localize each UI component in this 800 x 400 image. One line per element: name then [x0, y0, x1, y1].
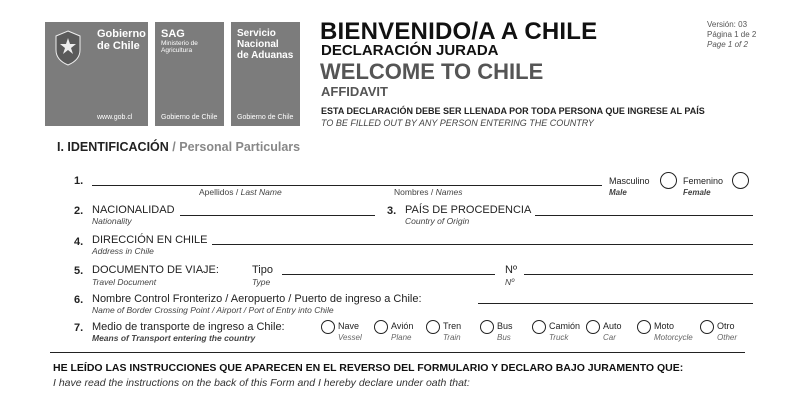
transport-label: Medio de transporte de ingreso a Chile: — [92, 321, 285, 333]
logo-footer: Gobierno de Chile — [237, 114, 294, 121]
transport-option-sublabel: Train — [443, 333, 461, 342]
address-label: DIRECCIÓN EN CHILE — [92, 234, 208, 246]
female-radio[interactable] — [732, 172, 749, 189]
transport-radio-plane[interactable] — [374, 320, 388, 334]
logo-subtitle: Ministerio de Agricultura — [161, 40, 198, 54]
address-input-line[interactable] — [212, 244, 753, 245]
transport-option-sublabel: Other — [717, 333, 738, 342]
gobierno-de-chile-logo — [45, 22, 148, 126]
field-number-3: 3. — [387, 205, 397, 217]
female-label-en: Female — [683, 188, 711, 197]
male-label-es: Masculino — [609, 176, 650, 186]
field-number-2: 2. — [74, 205, 84, 217]
transport-option-label: Nave — [338, 321, 360, 331]
coat-of-arms-icon — [49, 28, 87, 68]
logo-title: Gobierno de Chile — [97, 28, 146, 52]
male-label-en: Male — [609, 188, 627, 197]
nombres-text: Nombres — [394, 187, 429, 197]
title-es: BIENVENIDO/A A CHILE — [320, 18, 598, 45]
subtitle-es: DECLARACIÓN JURADA — [321, 42, 499, 59]
transport-radio-car[interactable] — [586, 320, 600, 334]
last-name-text: Last Name — [240, 187, 282, 197]
notice-es: ESTA DECLARACIÓN DEBE SER LLENADA POR TODA PERSONA QUE INGRESE AL PAÍS — [321, 106, 705, 116]
transport-option-label: Tren — [443, 321, 462, 331]
aduanas-logo — [231, 22, 300, 126]
name-input-line[interactable] — [92, 185, 602, 186]
type-sublabel: Type — [252, 277, 271, 287]
type-input-line[interactable] — [282, 274, 495, 275]
section-title-en: Personal Particulars — [179, 140, 301, 154]
country-origin-input-line[interactable] — [535, 215, 753, 216]
transport-radio-other[interactable] — [700, 320, 714, 334]
field-number-1: 1. — [74, 175, 84, 187]
notice-en: TO BE FILLED OUT BY ANY PERSON ENTERING THE COUNTRY — [321, 118, 594, 128]
section-title-es: I. IDENTIFICACIÓN — [57, 140, 169, 154]
country-origin-label: PAÍS DE PROCEDENCIA — [405, 204, 532, 216]
names-text: Names — [435, 187, 463, 197]
field-number-4: 4. — [74, 236, 84, 248]
transport-option-sublabel: Motorcycle — [654, 333, 693, 342]
transport-option-sublabel: Plane — [391, 333, 412, 342]
logo-title: SAG — [161, 28, 185, 40]
country-origin-sublabel: Country of Origin — [405, 216, 470, 226]
transport-option-label: Moto — [654, 321, 675, 331]
logo-footer: www.gob.cl — [97, 114, 133, 121]
number-input-line[interactable] — [524, 274, 753, 275]
transport-radio-bus[interactable] — [480, 320, 494, 334]
logo-footer: Gobierno de Chile — [161, 114, 218, 121]
sag-logo — [155, 22, 224, 126]
declaration-en: I have read the instructions on the back of this Form and I hereby declare under oath that: — [53, 377, 470, 389]
number-sublabel: Nº — [505, 277, 515, 287]
nationality-sublabel: Nationality — [92, 216, 132, 226]
travel-doc-sublabel: Travel Document — [92, 277, 157, 287]
transport-option-sublabel: Car — [603, 333, 616, 342]
declaration-es: HE LEÍDO LAS INSTRUCCIONES QUE APARECEN EN EL REVERSO DEL FORMULARIO Y DECLARO BAJO JURAMENTO QUE: — [53, 362, 684, 374]
subtitle-en: AFFIDAVIT — [321, 84, 388, 99]
female-label-es: Femenino — [683, 176, 724, 186]
transport-option-label: Otro — [717, 321, 735, 331]
male-radio[interactable] — [660, 172, 677, 189]
number-label: Nº — [505, 264, 517, 276]
type-label: Tipo — [252, 264, 273, 276]
border-point-sublabel: Name of Border Crossing Point / Airport / Port of Entry into Chile — [92, 305, 334, 315]
transport-radio-motorcycle[interactable] — [637, 320, 651, 334]
page-label-es: Página 1 de 2 — [707, 30, 757, 39]
transport-radio-vessel[interactable] — [321, 320, 335, 334]
border-point-input-line[interactable] — [478, 303, 753, 304]
title-en: WELCOME TO CHILE — [320, 59, 544, 84]
transport-option-sublabel: Truck — [549, 333, 569, 342]
address-sublabel: Address in Chile — [92, 246, 154, 256]
last-name-label: Apellidos / Last Name — [199, 187, 282, 197]
page-label-en: Page 1 of 2 — [707, 40, 748, 49]
version-label: Versión: 03 — [707, 20, 748, 29]
nationality-label: NACIONALIDAD — [92, 204, 175, 216]
transport-option-label: Avión — [391, 321, 414, 331]
section-divider — [50, 352, 745, 353]
logo-title: Servicio Nacional de Aduanas — [237, 28, 294, 61]
section-sep: / — [168, 140, 180, 154]
field-number-7: 7. — [74, 322, 84, 334]
transport-option-label: Camión — [549, 321, 581, 331]
apellidos-text: Apellidos — [199, 187, 234, 197]
field-number-6: 6. — [74, 294, 84, 306]
transport-option-sublabel: Vessel — [338, 333, 362, 342]
field-number-5: 5. — [74, 265, 84, 277]
transport-option-label: Auto — [603, 321, 622, 331]
border-point-label: Nombre Control Fronterizo / Aeropuerto / Puerto de ingreso a Chile: — [92, 293, 422, 305]
transport-option-label: Bus — [497, 321, 513, 331]
section-title — [57, 138, 300, 156]
transport-radio-truck[interactable] — [532, 320, 546, 334]
transport-sublabel: Means of Transport entering the country — [92, 333, 256, 343]
transport-option-sublabel: Bus — [497, 333, 511, 342]
transport-radio-train[interactable] — [426, 320, 440, 334]
travel-doc-label: DOCUMENTO DE VIAJE: — [92, 264, 219, 276]
names-label: Nombres / Names — [394, 187, 463, 197]
nationality-input-line[interactable] — [180, 215, 375, 216]
